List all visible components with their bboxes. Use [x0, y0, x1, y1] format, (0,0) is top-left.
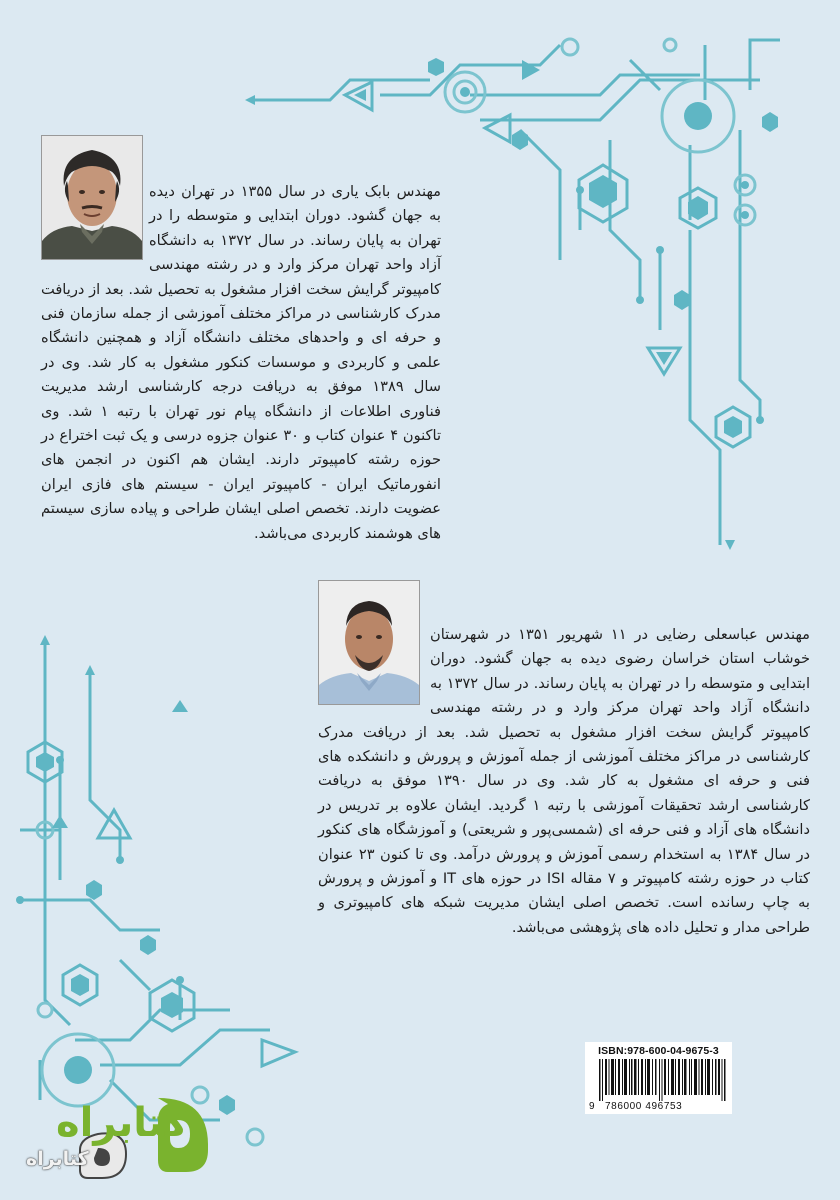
barcode-bars	[599, 1059, 726, 1101]
author1-bio-container	[41, 180, 441, 546]
barcode-first-digit: 9	[589, 1101, 595, 1112]
photo-float-spacer	[318, 623, 430, 711]
author1-bio-flow: مهندس بابک یاری در سال ۱۳۵۵ در تهران دیده به جهان گشود. دوران ابتدایی و متوسطه را در تهران به پایان رساند. در سال ۱۳۷۲ به دانشگاه آزاد واحد تهران مرکز وارد و در رشته مهندسی کامپیوتر گرایش سخت افزار مشغول به تحصیل شد. بعد از دریافت مدرک کارشناسی در مراکز مختلف آموزشی از جمله سازمان فنی و حرفه ای و واحدهای مختلف دانشگاه آزاد و همچنین دانشگاه علمی و کاربردی و موسسات کنکور مشغول به کار شد. وی در سال ۱۳۸۹ موفق به دریافت درجه کارشناسی ارشد مدیریت فناوری اطلاعات از دانشگاه پیام نور تهران با رتبه ۱ شد. وی تاکنون ۴ عنوان کتاب و ۳۰ عنوان جزوه درسی و یک ثبت اختراع در حوزه رشته کامپیوتر دارند. ایشان هم اکنون در انجمن های انفورماتیک ایران - کامپیوتر ایران - سیستم های فازی ایران عضویت دارند. تخصص اصلی ایشان طراحی و پیاده سازی سیستم های هوشمند کاربردی می‌باشد.	[41, 183, 442, 542]
author2-bio-flow: مهندس عباسعلی رضایی در ۱۱ شهریور ۱۳۵۱ در شهرستان خوشاب استان خراسان رضوی دیده به جهان گشود. دوران ابتدایی و متوسطه را در تهران به پایان رساند. در سال ۱۳۷۲ به دانشگاه آزاد واحد تهران مرکز وارد و در رشته مهندسی کامپیوتر گرایش سخت افزار مشغول به تحصیل شد. بعد از دریافت مدرک کارشناسی در مراکز مختلف آموزشی از جمله آموزش و پرورش و دانشکده های فنی و حرفه ای مشغول به کار شد. وی در سال ۱۳۹۰ موفق به دریافت کارشناسی ارشد تحقیقات آموزشی با رتبه ۱ گردید. ایشان علاوه بر تدریس در دانشگاه های آزاد و فنی حرفه ای (شمسی‌پور و شریعتی) و آموزشگاه های کنکور در سال ۱۳۸۴ به استخدام رسمی آموزش و پرورش درآمد. وی تا کنون ۲۳ عنوان کتاب در حوزه رشته کامپیوتر و ۷ مقاله ISI در حوزه های IT و آموزش و پرورش به چاپ رسانده است. تخصص اصلی ایشان مدیریت شبکه های کامپیوتری و طراحی مدار و تحلیل داده های پژوهشی می‌باشد.	[318, 626, 811, 936]
publisher-logo	[18, 1090, 218, 1190]
author2-bio-container	[318, 623, 810, 940]
photo-float-spacer	[41, 180, 149, 258]
isbn-label: ISBN:978-600-04-9675-3	[598, 1045, 719, 1057]
barcode-digits-rest: 786000 496753	[605, 1101, 683, 1112]
logo-text-secondary: کتابراه	[26, 1148, 89, 1170]
isbn-barcode	[585, 1042, 732, 1114]
logo-text-primary: کتابراه	[56, 1100, 188, 1146]
